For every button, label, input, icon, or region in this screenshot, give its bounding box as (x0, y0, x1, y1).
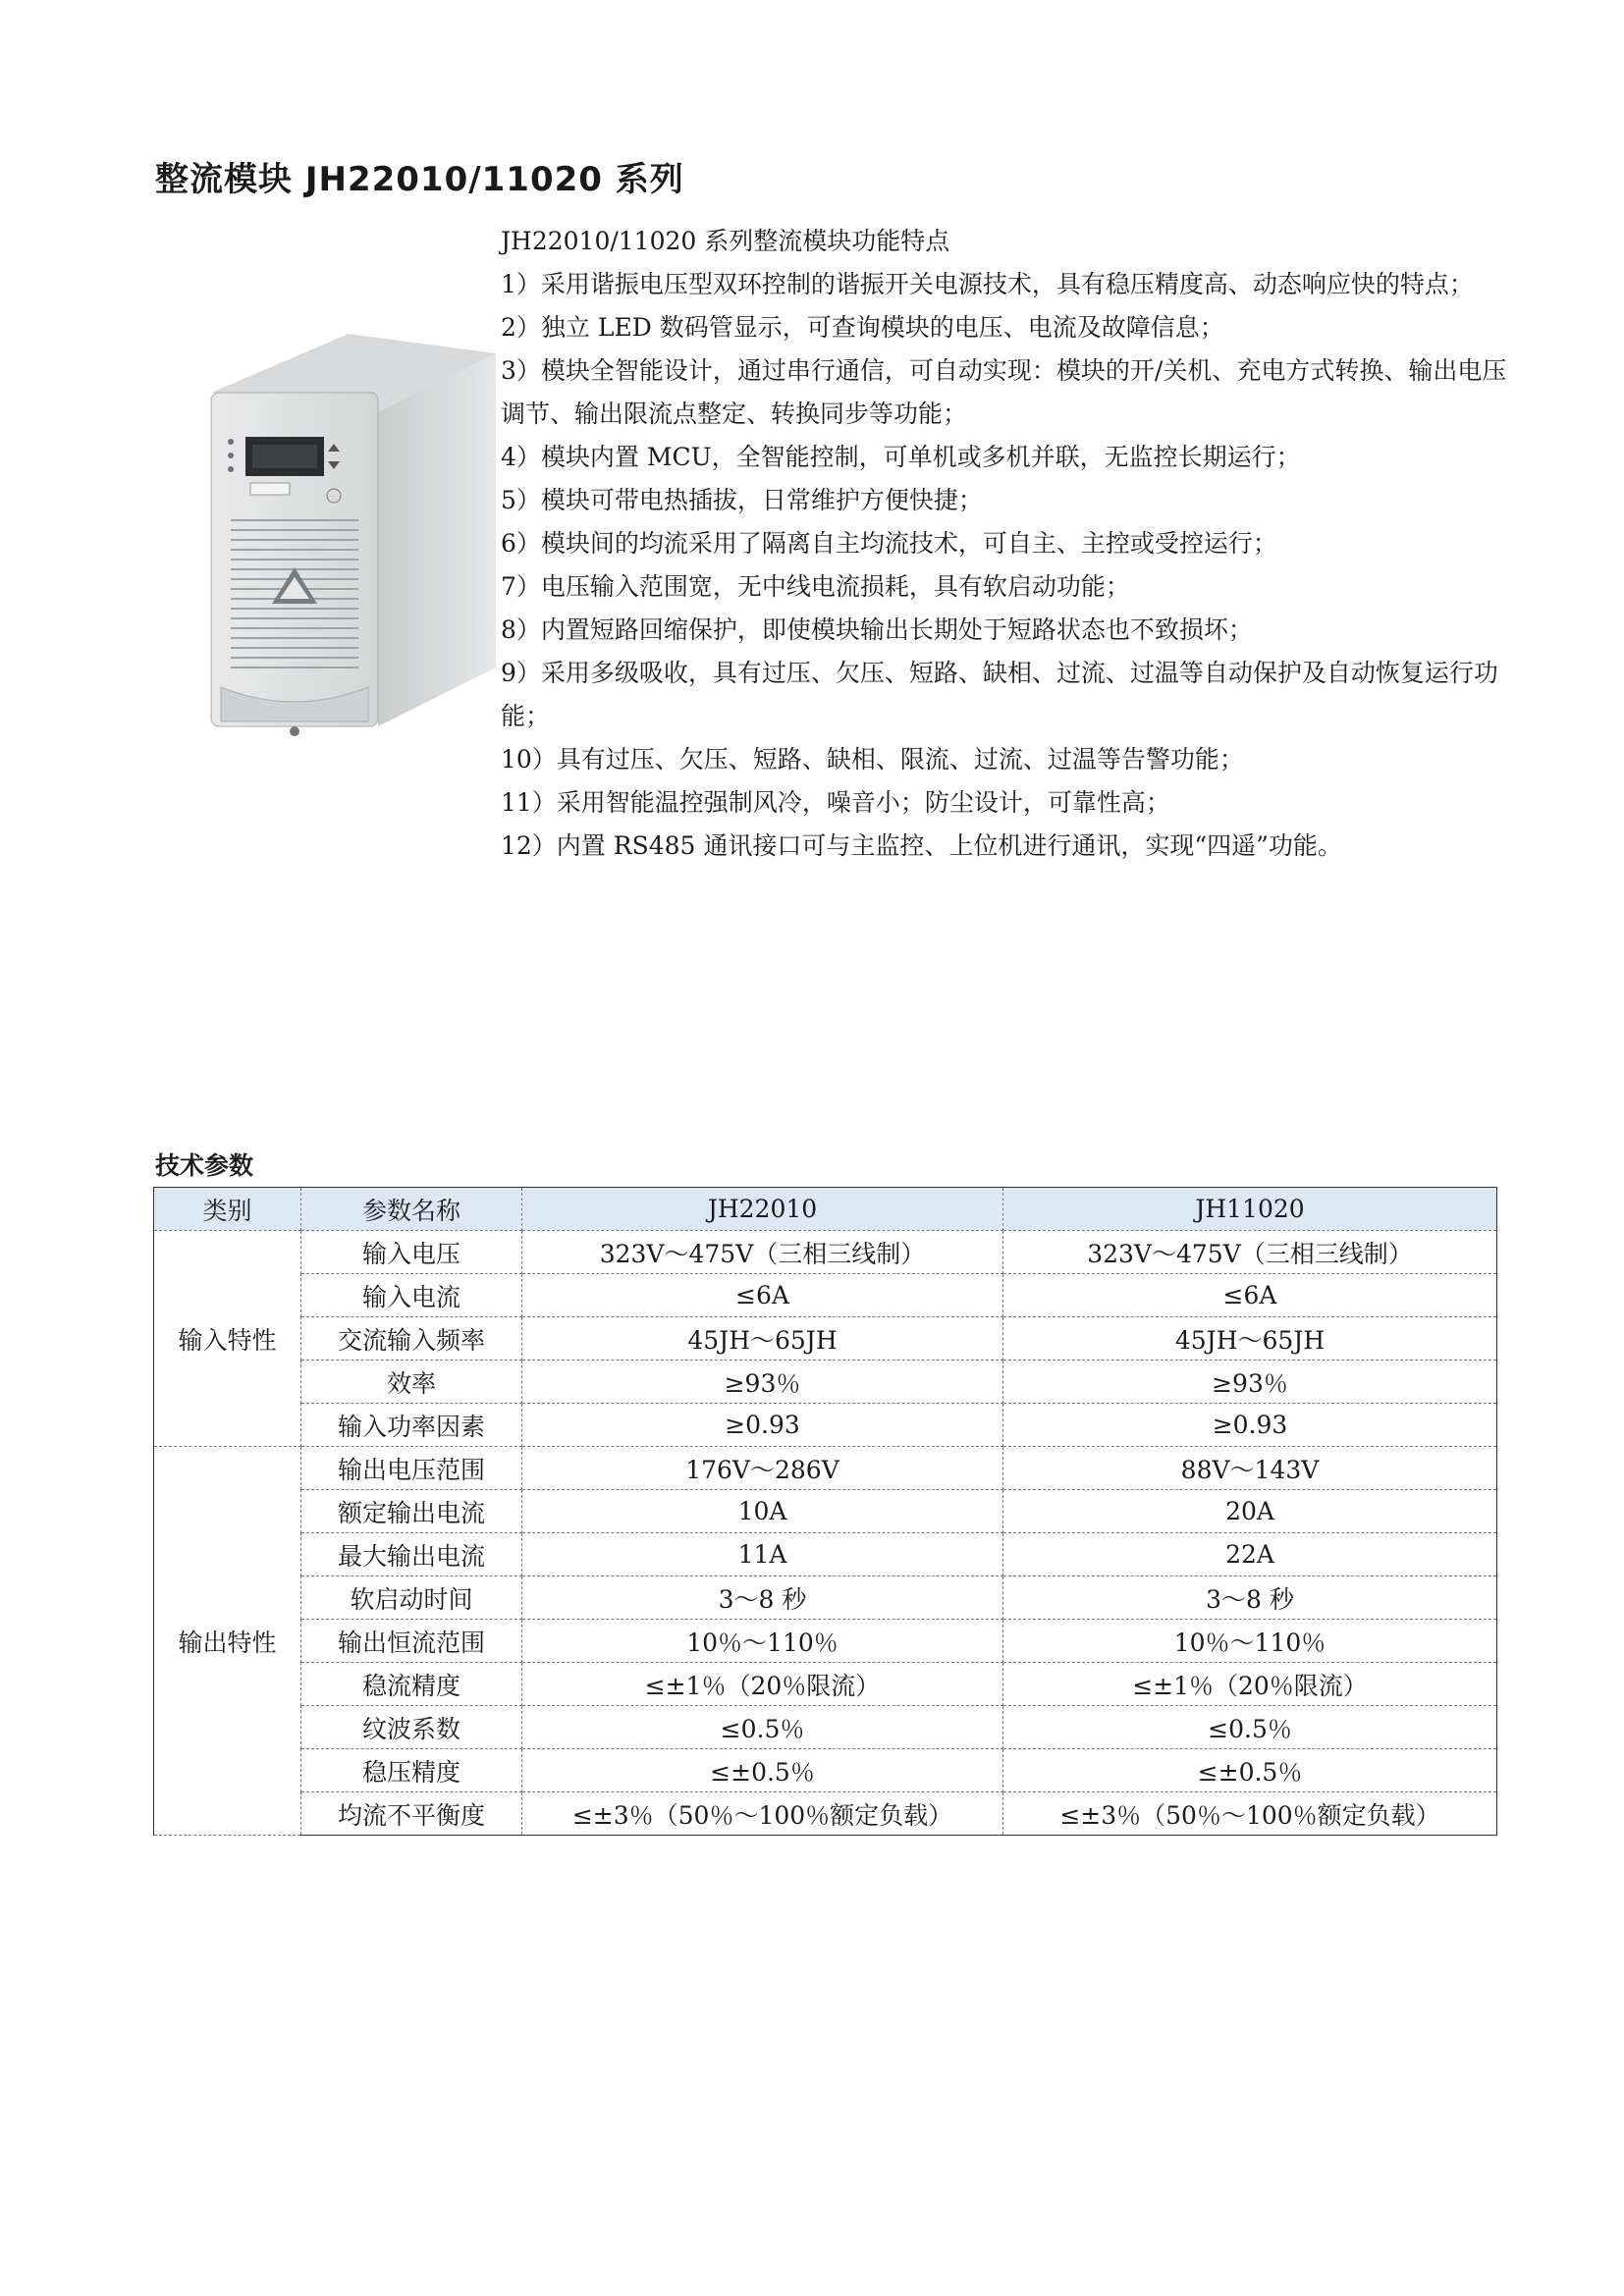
param-value: ≥93％ (522, 1361, 1003, 1404)
feature-item: 8）内置短路回缩保护，即使模块输出长期处于短路状态也不致损坏； (501, 615, 1253, 644)
table-row (154, 1404, 1497, 1447)
table-row (154, 1749, 1497, 1792)
param-value: ≤6A (1003, 1274, 1497, 1317)
param-value: ≤0.5％ (1003, 1706, 1497, 1749)
rectifier-module-photo (201, 334, 506, 756)
table-row (154, 1706, 1497, 1749)
feature-list (501, 220, 1512, 868)
param-name: 效率 (301, 1361, 522, 1404)
table-row (154, 1231, 1497, 1274)
param-value: 22A (1003, 1533, 1497, 1576)
feature-item: 4）模块内置 MCU，全智能控制，可单机或多机并联，无监控长期运行； (501, 443, 1301, 471)
table-header-row (154, 1188, 1497, 1231)
table-row (154, 1447, 1497, 1490)
table-row (154, 1792, 1497, 1836)
param-name: 最大输出电流 (301, 1533, 522, 1576)
param-name: 输入电流 (301, 1274, 522, 1317)
param-value: ≤0.5％ (522, 1706, 1003, 1749)
param-name: 输入功率因素 (301, 1404, 522, 1447)
param-name: 软启动时间 (301, 1576, 522, 1620)
param-name: 额定输出电流 (301, 1490, 522, 1533)
param-value: ≤±0.5％ (1003, 1749, 1497, 1792)
param-value: ≤±3％（50％～100％额定负载） (522, 1792, 1003, 1836)
feature-item: 9）采用多级吸收，具有过压、欠压、短路、缺相、过流、过温等自动保护及自动恢复运行功能； (501, 659, 1498, 730)
table-row (154, 1620, 1497, 1663)
param-name: 稳压精度 (301, 1749, 522, 1792)
table-row (154, 1317, 1497, 1361)
param-name: 稳流精度 (301, 1663, 522, 1706)
feature-item: 1）采用谐振电压型双环控制的谐振开关电源技术，具有稳压精度高、动态响应快的特点； (501, 270, 1474, 298)
param-name: 输出恒流范围 (301, 1620, 522, 1663)
param-value: 45JH～65JH (522, 1317, 1003, 1361)
param-value: 323V～475V（三相三线制） (522, 1231, 1003, 1274)
param-value: 10A (522, 1490, 1003, 1533)
param-value: 3～8 秒 (522, 1576, 1003, 1620)
feature-item: 5）模块可带电热插拔，日常维护方便快捷； (501, 486, 983, 514)
param-value: ≤±3％（50％～100％额定负载） (1003, 1792, 1497, 1836)
table-row (154, 1663, 1497, 1706)
feature-item: 2）独立 LED 数码管显示，可查询模块的电压、电流及故障信息； (501, 313, 1224, 342)
param-value: 10％～110％ (1003, 1620, 1497, 1663)
param-value: 323V～475V（三相三线制） (1003, 1231, 1497, 1274)
param-name: 输入电压 (301, 1231, 522, 1274)
param-value: 11A (522, 1533, 1003, 1576)
param-value: ≥93％ (1003, 1361, 1497, 1404)
table-row (154, 1576, 1497, 1620)
param-name: 纹波系数 (301, 1706, 522, 1749)
param-value: 45JH～65JH (1003, 1317, 1497, 1361)
header-jh11020: JH11020 (1003, 1188, 1497, 1231)
param-name: 均流不平衡度 (301, 1792, 522, 1836)
header-category: 类别 (154, 1188, 301, 1231)
category-output: 输出特性 (154, 1447, 301, 1836)
table-row (154, 1274, 1497, 1317)
feature-item: 3）模块全智能设计，通过串行通信，可自动实现：模块的开/关机、充电方式转换、输出电压调节、输出限流点整定、转换同步等功能； (501, 356, 1507, 428)
param-name: 交流输入频率 (301, 1317, 522, 1361)
category-input: 输入特性 (154, 1231, 301, 1447)
param-value: 3～8 秒 (1003, 1576, 1497, 1620)
feature-heading: JH22010/11020 系列整流模块功能特点 (501, 227, 950, 255)
param-name: 输出电压范围 (301, 1447, 522, 1490)
param-value: ≥0.93 (522, 1404, 1003, 1447)
feature-item: 7）电压输入范围宽，无中线电流损耗，具有软启动功能； (501, 572, 1130, 601)
param-value: 10％～110％ (522, 1620, 1003, 1663)
header-parameter: 参数名称 (301, 1188, 522, 1231)
table-row (154, 1533, 1497, 1576)
param-value: ≤±1％（20％限流） (522, 1663, 1003, 1706)
param-value: ≥0.93 (1003, 1404, 1497, 1447)
section-title: 技术参数 (155, 1151, 254, 1180)
table-row (154, 1361, 1497, 1404)
page-title: 整流模块 JH22010/11020 系列 (155, 160, 684, 199)
feature-item: 11）采用智能温控强制风冷，噪音小；防尘设计，可靠性高； (501, 788, 1170, 817)
header-jh22010: JH22010 (522, 1188, 1003, 1231)
param-value: 20A (1003, 1490, 1497, 1533)
param-value: ≤±1％（20％限流） (1003, 1663, 1497, 1706)
table-row (154, 1490, 1497, 1533)
feature-item: 6）模块间的均流采用了隔离自主均流技术，可自主、主控或受控运行； (501, 529, 1277, 558)
feature-item: 10）具有过压、欠压、短路、缺相、限流、过流、过温等告警功能； (501, 745, 1244, 774)
feature-item: 12）内置 RS485 通讯接口可与主监控、上位机进行通讯，实现“四遥”功能。 (501, 831, 1342, 860)
param-value: 88V～143V (1003, 1447, 1497, 1490)
parameter-table (153, 1187, 1497, 1836)
param-value: ≤±0.5％ (522, 1749, 1003, 1792)
param-value: 176V～286V (522, 1447, 1003, 1490)
param-value: ≤6A (522, 1274, 1003, 1317)
